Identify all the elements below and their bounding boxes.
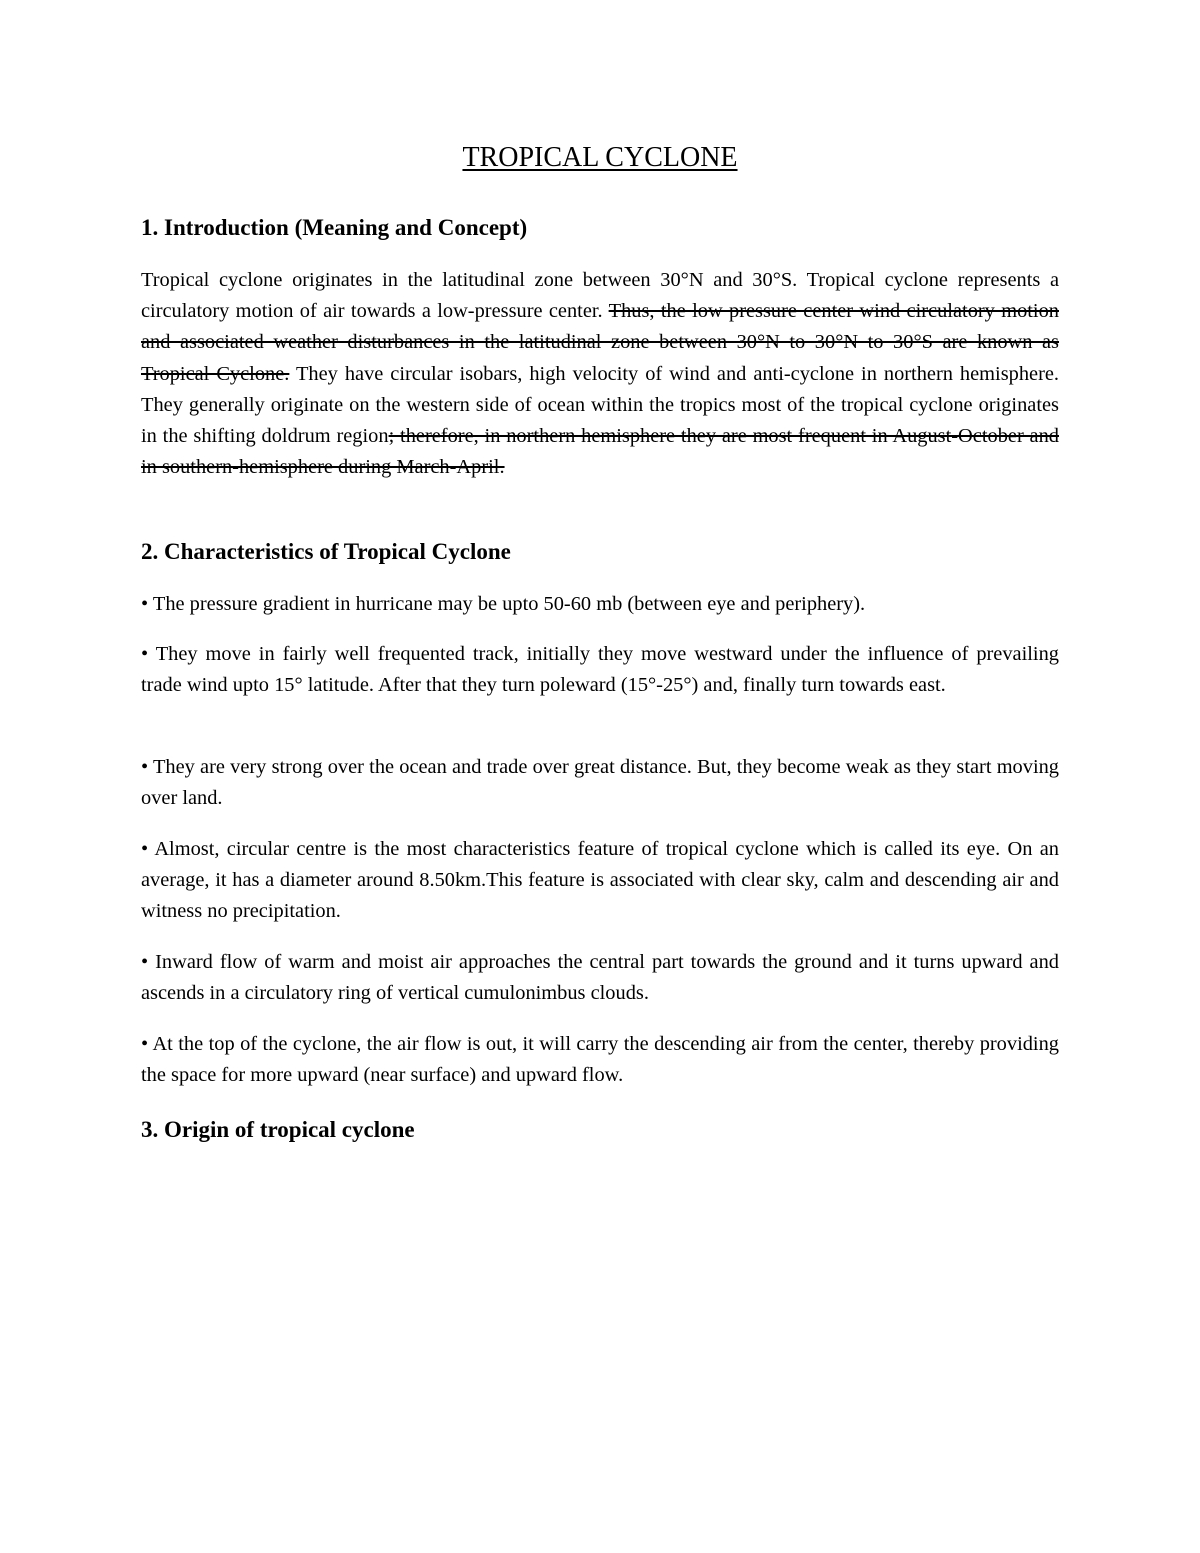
characteristic-bullet-6: • At the top of the cyclone, the air flow is out, it will carry the descending air from the center, thereby providing the space for more upward (near surface) and upward flow. [141,1033,1059,1087]
intro-struck-text-2: ; therefore, in northern hemisphere they are most frequent in August-October and in southern-hemisphere during March-April. [141,425,1059,479]
characteristic-bullet-3: • They are very strong over the ocean and trade over great distance. But, they become weak as they start moving over land. [141,756,1059,810]
introduction-paragraph [141,265,1059,483]
section-heading-origin: 3. Origin of tropical cyclone [141,1117,415,1142]
characteristic-bullet-1: • The pressure gradient in hurricane may be upto 50-60 mb (between eye and periphery). [141,593,866,615]
intro-text-part-2: They have circular isobars, high velocity of wind and anti-cyclone in northern hemisphere. They generally originate on the western side of ocean within the tropics most of the tropical cyclone originates in the shifting doldrum region [141,362,1060,448]
characteristic-bullet-4: • Almost, circular centre is the most characteristics feature of tropical cyclone which is called its eye. On an average, it has a diameter around 8.50km.This feature is associated with clear sky, calm and descending air and witness no precipitation. [141,838,1059,923]
section-heading-characteristics: 2. Characteristics of Tropical Cyclone [141,539,511,564]
document-title: TROPICAL CYCLONE [462,142,738,173]
characteristic-bullet-5: • Inward flow of warm and moist air approaches the central part towards the ground and it turns upward and ascends in a circulatory ring of vertical cumulonimbus clouds. [141,951,1059,1005]
intro-text-part-1: Tropical cyclone originates in the latitudinal zone between 30°N and 30°S. Tropical cyclone represents a circulatory motion of air towards a low-pressure center. [141,269,1059,323]
characteristic-bullet-2: • They move in fairly well frequented track, initially they move westward under the influence of prevailing trade wind upto 15° latitude. After that they turn poleward (15°-25°) and, finally turn towards east. [141,643,1059,697]
intro-struck-text-1: Thus, the low pressure center wind circulatory motion and associated weather disturbances in the latitudinal zone between 30°N to 30°N to 30°S are known as Tropical Cyclone. [141,300,1059,385]
section-heading-introduction: 1. Introduction (Meaning and Concept) [141,215,528,240]
